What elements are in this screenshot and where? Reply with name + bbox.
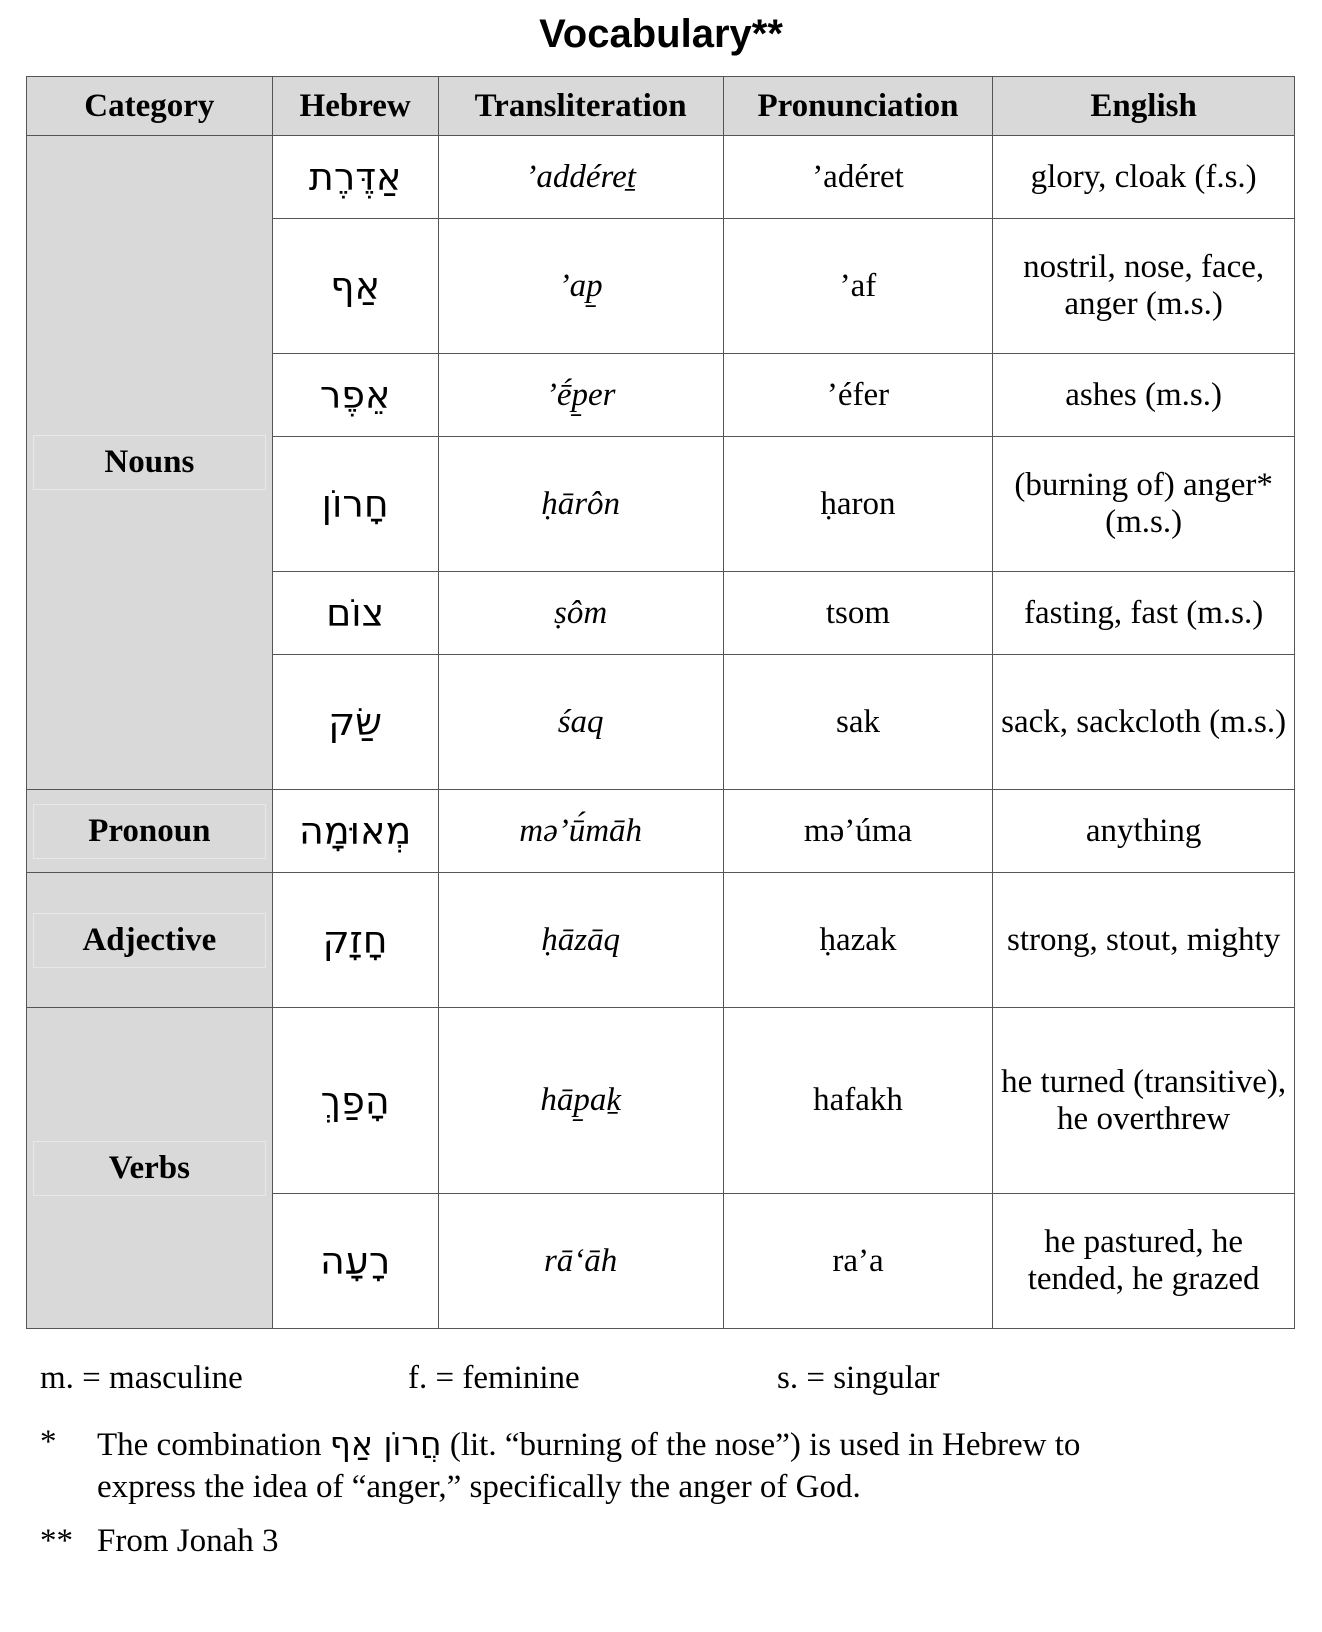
category-adjective: Adjective	[27, 873, 273, 1008]
footnote-star-hebrew: חֲרוֹן אַף	[329, 1424, 442, 1463]
transliteration-cell: ḥāzāq	[438, 873, 723, 1008]
legend-masculine: m. = masculine	[40, 1360, 243, 1396]
transliteration-cell: ḥārôn	[438, 437, 723, 572]
header-category: Category	[27, 77, 273, 136]
table-row	[27, 873, 1295, 1008]
hebrew-cell: שַׂק	[272, 655, 438, 790]
hebrew-cell: חָרוֹן	[272, 437, 438, 572]
transliteration-cell: ’ḗp̱er	[438, 354, 723, 437]
pronunciation-cell: mə’úma	[723, 790, 993, 873]
pronunciation-cell: sak	[723, 655, 993, 790]
header-row	[27, 77, 1295, 136]
footnote-star-text-before: The combination	[97, 1427, 322, 1463]
table-row	[27, 790, 1295, 873]
english-cell: strong, stout, mighty	[993, 873, 1295, 1008]
page-title: Vocabulary**	[539, 12, 783, 56]
category-verbs: Verbs	[27, 1008, 273, 1329]
hebrew-cell: חָזָק	[272, 873, 438, 1008]
transliteration-cell: śaq	[438, 655, 723, 790]
legend-feminine: f. = feminine	[408, 1360, 580, 1396]
english-cell: (burning of) anger* (m.s.)	[993, 437, 1295, 572]
category-pronoun: Pronoun	[27, 790, 273, 873]
footnote-double-star-marker: **	[40, 1523, 73, 1559]
pronunciation-cell: ra’a	[723, 1194, 993, 1329]
hebrew-cell: רָעָה	[272, 1194, 438, 1329]
pronunciation-cell: ’éfer	[723, 354, 993, 437]
header-english: English	[993, 77, 1295, 136]
hebrew-cell: צוֹם	[272, 572, 438, 655]
table-row	[27, 136, 1295, 219]
english-cell: ashes (m.s.)	[993, 354, 1295, 437]
transliteration-cell: mə’ū́māh	[438, 790, 723, 873]
hebrew-cell: אַף	[272, 219, 438, 354]
english-cell: glory, cloak (f.s.)	[993, 136, 1295, 219]
hebrew-cell: אֵפֶר	[272, 354, 438, 437]
pronunciation-cell: ḥazak	[723, 873, 993, 1008]
hebrew-cell: הָפַךְ	[272, 1008, 438, 1194]
footnote-star	[97, 1424, 1080, 1464]
legend-singular: s. = singular	[777, 1360, 940, 1396]
header-hebrew: Hebrew	[272, 77, 438, 136]
pronunciation-cell: ’adéret	[723, 136, 993, 219]
transliteration-cell: rā‘āh	[438, 1194, 723, 1329]
english-cell: he pastured, he tended, he grazed	[993, 1194, 1295, 1329]
table-row	[27, 1008, 1295, 1194]
english-cell: nostril, nose, face, anger (m.s.)	[993, 219, 1295, 354]
english-cell: he turned (transitive), he overthrew	[993, 1008, 1295, 1194]
category-nouns: Nouns	[27, 136, 273, 790]
header-transliteration: Transliteration	[438, 77, 723, 136]
transliteration-cell: ṣôm	[438, 572, 723, 655]
pronunciation-cell: hafakh	[723, 1008, 993, 1194]
transliteration-cell: ’ap̱	[438, 219, 723, 354]
footnote-star-text-after: (lit. “burning of the nose”) is used in Hebrew to	[449, 1427, 1081, 1463]
transliteration-cell: hāp̱aḵ	[438, 1008, 723, 1194]
english-cell: fasting, fast (m.s.)	[993, 572, 1295, 655]
pronunciation-cell: ’af	[723, 219, 993, 354]
english-cell: anything	[993, 790, 1295, 873]
header-pronunciation: Pronunciation	[723, 77, 993, 136]
vocabulary-table	[26, 76, 1295, 1329]
transliteration-cell: ’addéreṯ	[438, 136, 723, 219]
footnote-star-line2: express the idea of “anger,” specifically the anger of God.	[97, 1469, 861, 1505]
footnote-star-marker: *	[40, 1424, 57, 1460]
hebrew-cell: מְאוּמָה	[272, 790, 438, 873]
pronunciation-cell: tsom	[723, 572, 993, 655]
english-cell: sack, sackcloth (m.s.)	[993, 655, 1295, 790]
pronunciation-cell: ḥaron	[723, 437, 993, 572]
hebrew-cell: אַדֶּרֶת	[272, 136, 438, 219]
footnote-double-star-text: From Jonah 3	[97, 1523, 279, 1559]
